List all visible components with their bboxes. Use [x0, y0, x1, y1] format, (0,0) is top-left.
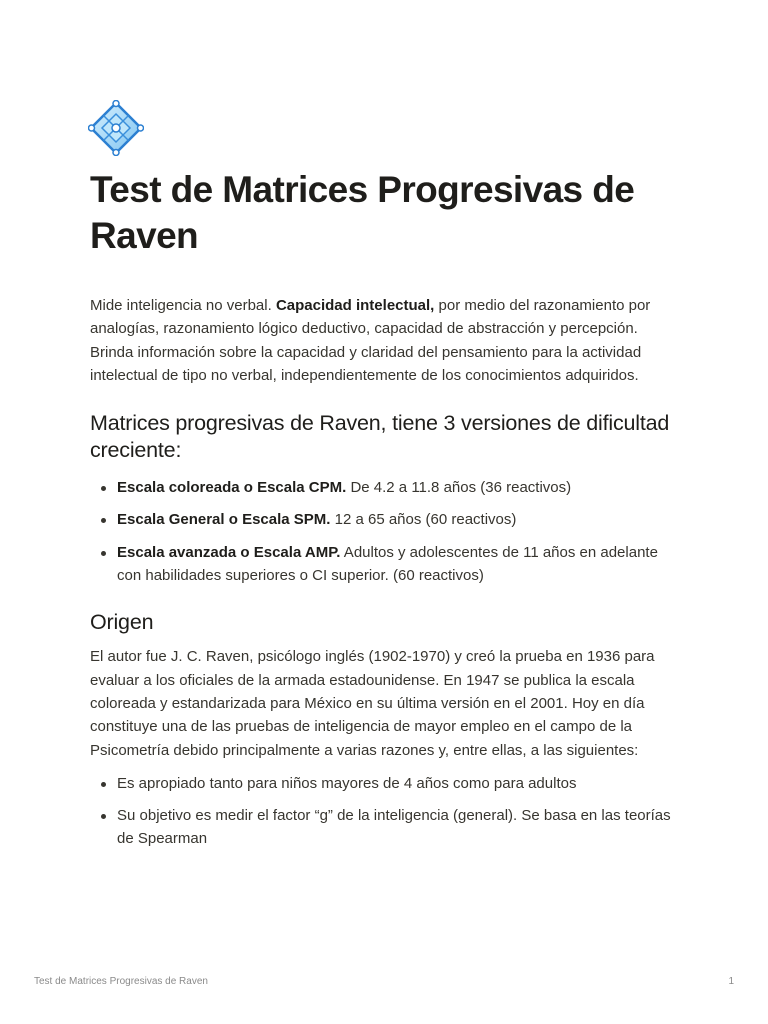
origin-heading: Origen — [90, 610, 154, 635]
version-description: Adultos y adolescentes de 11 años en adelante con habilidades superiores o CI superior. (60 reactivos) — [117, 543, 658, 585]
version-name: Escala General o Escala SPM. — [117, 511, 331, 529]
version-description: De 4.2 a 11.8 años (36 reactivos) — [346, 479, 572, 497]
list-item — [90, 541, 680, 588]
list-item: Su objetivo es medir el factor “g” de la inteligencia (general). Se basa en las teorías de Spearman — [90, 804, 680, 851]
versions-list — [90, 476, 680, 587]
versions-heading: Matrices progresivas de Raven, tiene 3 versiones de dificultad creciente: — [90, 411, 670, 463]
intro-bold: Capacidad intelectual, — [275, 297, 435, 314]
intro-rest: por medio del razonamiento por analogías, razonamiento lógico deductivo, capacidad de abstracción y percepción. Brinda información sobre la capacidad y claridad del pensamiento para la actividad intelectual de tipo no verbal, independientemente de los conocimientos adquiridos. — [90, 297, 651, 384]
list-item: Es apropiado tanto para niños mayores de 4 años como para adultos — [90, 772, 680, 795]
diamond-shape-with-dot-icon — [88, 100, 144, 156]
page-content — [90, 100, 680, 851]
list-item — [90, 508, 680, 531]
list-item — [90, 476, 680, 499]
reasons-list — [90, 772, 680, 851]
intro-paragraph — [90, 294, 680, 387]
page-title: Test de Matrices Progresivas de Raven — [90, 169, 635, 256]
version-description: 12 a 65 años (60 reactivos) — [330, 511, 517, 529]
origin-paragraph: El autor fue J. C. Raven, psicólogo inglés (1902-1970) y creó la prueba en 1936 para evaluar a los oficiales de la armada estadounidense. En 1947 se publica la escala coloreada y estandarizada para México en su última versión en el 2001. Hoy en día constituye una de las pruebas de inteligencia de mayor empleo en el campo de la Psicometría debido principalmente a varias razones y, entre ellas, a las siguientes: — [90, 648, 655, 759]
footer-page-number: 1 — [728, 976, 734, 987]
version-name: Escala avanzada o Escala AMP. — [117, 543, 341, 561]
intro-lead: Mide inteligencia no verbal. — [90, 297, 276, 314]
version-name: Escala coloreada o Escala CPM. — [117, 479, 347, 497]
footer-document-title: Test de Matrices Progresivas de Raven — [34, 976, 208, 987]
